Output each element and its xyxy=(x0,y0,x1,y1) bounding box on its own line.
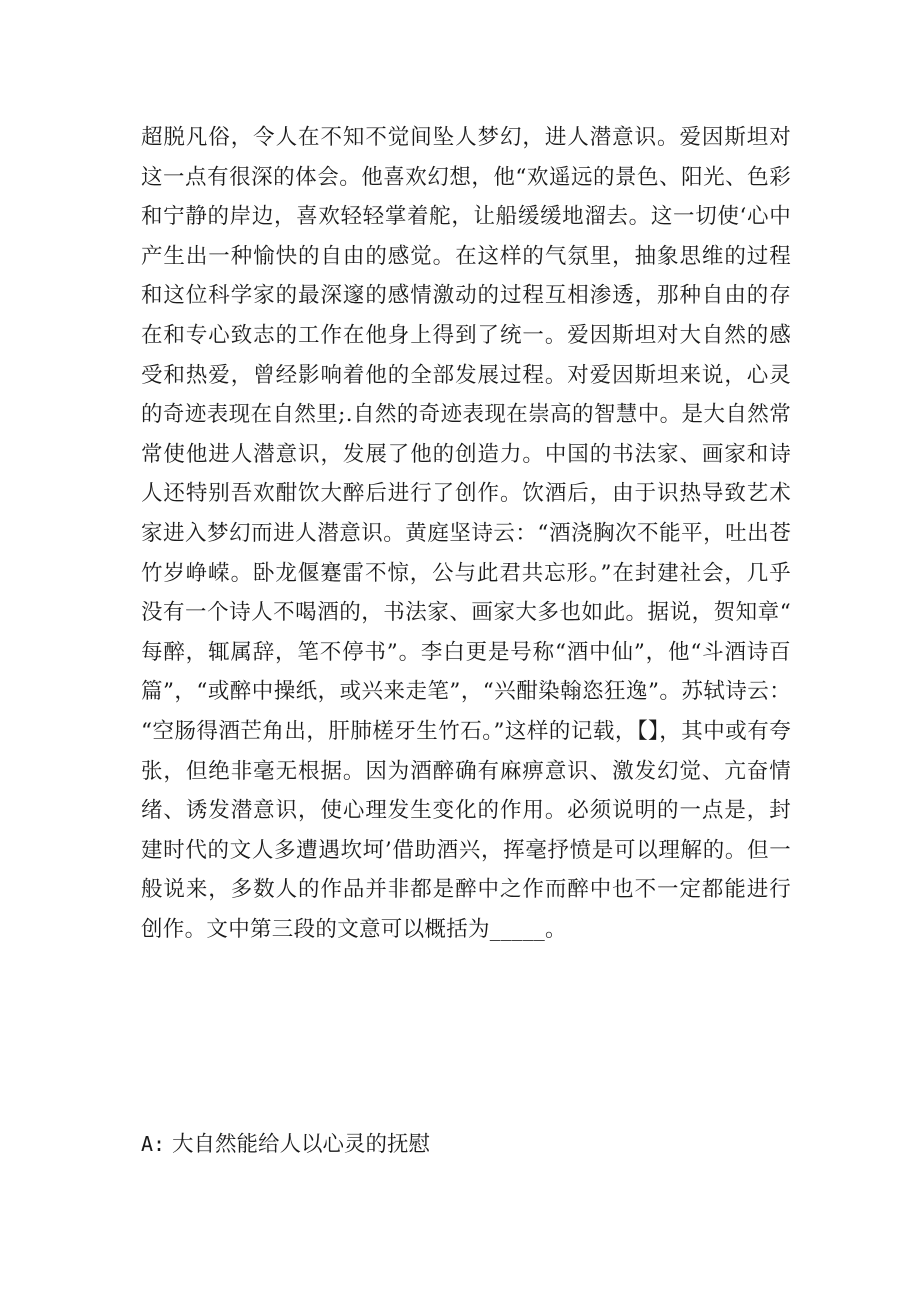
answer-option-a xyxy=(141,1125,791,1165)
reading-passage: 超脱凡俗，令人在不知不觉间坠人梦幻，进人潜意识。爱因斯坦对这一点有很深的体会。他喜欢幻想，他“欢遥远的景色、阳光、色彩和宁静的岸边，喜欢轻轻掌着舵，让船缓缓地溜去。这一切使‘心中产生出一种愉快的自由的感觉。在这样的气氛里，抽象思维的过程和这位科学家的最深邃的感情激动的过程互相渗透，那种自由的存在和专心致志的工作在他身上得到了统一。爱因斯坦对大自然的感受和热爱，曾经影响着他的全部发展过程。对爱因斯坦来说，心灵的奇迹表现在自然里;.自然的奇迹表现在崇高的智慧中。是大自然常常使他进人潜意识，发展了他的创造力。中国的书法家、画家和诗人还特别吾欢酣饮大醉后进行了创作。饮酒后，由于识热导致艺术家进入梦幻而进人潜意识。黄庭坚诗云：“酒浇胸次不能平，吐出苍竹岁峥嵘。卧龙偃蹇雷不惊，公与此君共忘形。”在封建社会，几乎没有一个诗人不喝酒的，书法家、画家大多也如此。据说，贺知章“每醉，辄属辞，笔不停书”。李白更是号称“酒中仙”，他“斗酒诗百篇”，“或醉中操纸，或兴来走笔”，“兴酣染翰恣狂逸”。苏轼诗云：“空肠得酒芒角出，肝肺槎牙生竹石。”这样的记载，【】，其中或有夸张，但绝非毫无根据。因为酒醉确有麻痹意识、激发幻觉、亢奋情绪、诱发潜意识，使心理发生变化的作用。必须说明的一点是，封建时代的文人多遭遇坎坷’借助酒兴，挥毫抒愤是可以理解的。但一般说来，多数人的作品并非都是醉中之作而醉中也不一定都能进行创作。文中第三段的文意可以概括为_____。 xyxy=(141,125,791,942)
option-a-text: 大自然能给人以心灵的抚慰 xyxy=(171,1132,430,1157)
option-a-letter: A: xyxy=(141,1132,166,1156)
